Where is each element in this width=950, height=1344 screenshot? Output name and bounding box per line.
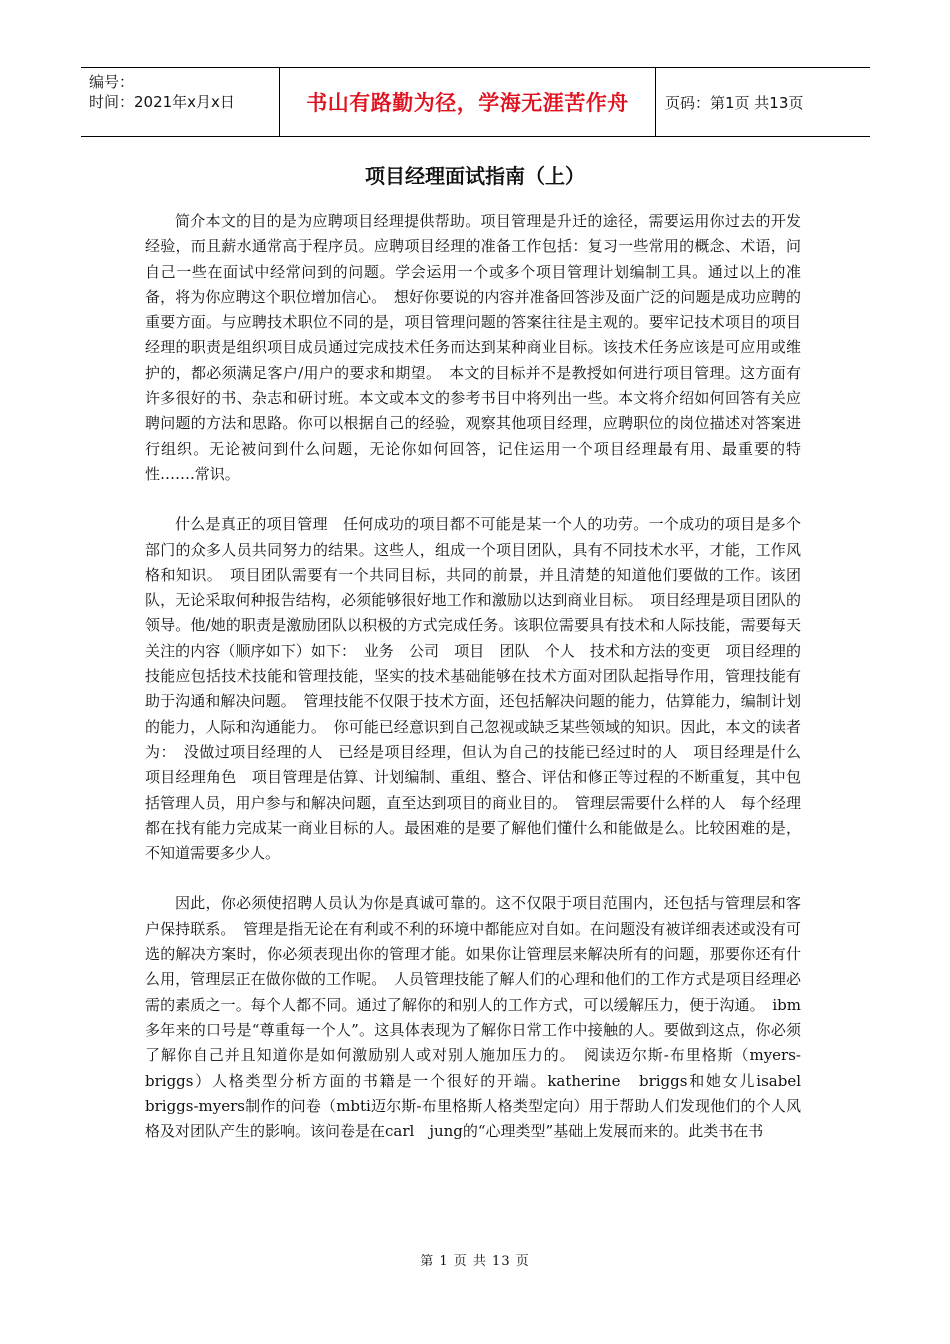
header-page-info: 页码：第1页 共13页 [665, 93, 804, 112]
document-title: 项目经理面试指南（上） [365, 164, 585, 188]
number-label: 编号： [89, 73, 135, 91]
header-meta [81, 68, 280, 136]
page-footer: 第 1 页 共 13 页 [420, 1254, 530, 1269]
page-header [81, 67, 870, 137]
paragraph: 什么是真正的项目管理 任何成功的项目都不可能是某一个人的功劳。一个成功的项目是多个部门的众多人员共同努力的结果。这些人，组成一个项目团队，具有不同技术水平，才能，工作风格和知识。 项目团队需要有一个共同目标，共同的前景，并且清楚的知道他们要做的工作。该团队，无论采取何种报告结构，必须能够很好地工作和激励以达到商业目标。 项目经理是项目团队的领导。他/她的职责是激励团队以积极的方式完成任务。该职位需要具有技术和人际技能，需要每天关注的内容（顺序如下）如下： 业务 公司 项目 团队 个人 技术和方法的变更 项目经理的技能应包括技术技能和管理技能，坚实的技术基础能够在技术方面对团队起指导作用，管理技能有助于沟通和解决问题。 管理技能不仅限于技术方面，还包括解决问题的能力，估算能力，编制计划的能力，人际和沟通能力。 你可能已经意识到自己忽视或缺乏某些领域的知识。因此，本文的读者为： 没做过项目经理的人 已经是项目经理，但认为自己的技能已经过时的人 项目经理是什么 项目经理角色 项目管理是估算、计划编制、重组、整合、评估和修正等过程的不断重复，其中包括管理人员，用户参与和解决问题，直至达到项目的商业目的。 管理层需要什么样的人 每个经理都在找有能力完成某一商业目标的人。最困难的是要了解他们懂什么和能做是么。比较困难的是，不知道需要多少人。 [145, 515, 817, 863]
paragraph: 因此，你必须使招聘人员认为你是真诚可靠的。这不仅限于项目范围内，还包括与管理层和客户保持联系。 管理是指无论在有利或不利的环境中都能应对自如。在问题没有被详细表述或没有可选的解决方案时，你必须表现出你的管理才能。如果你让管理层来解决所有的问题，那要你还有什么用，管理层正在做你做的工作呢。 人员管理技能了解人们的心理和他们的工作方式是项目经理必需的素质之一。每个人都不同。通过了解你的和别人的工作方式，可以缓解压力，便于沟通。 ibm多年来的口号是“尊重每一个人”。这具体表现为了解你日常工作中接触的人。要做到这点，你必须了解你自己并且知道你是如何激励别人或对别人施加压力的。 阅读迈尔斯-布里格斯（myers-briggs）人格类型分析方面的书籍是一个很好的开端。katherine briggs和她女儿isabel briggs-myers制作的问卷（mbti迈尔斯-布里格斯人格类型定向）用于帮助人们发现他们的个人风格及对团队产生的影响。该问卷是在carl jung的“心理类型”基础上发展而来的。此类书在书 [145, 894, 817, 1141]
header-motto: 书山有路勤为径，学海无涯苦作舟 [280, 68, 656, 136]
date-label: 时间：2021年x月x日 [89, 93, 235, 111]
paragraph: 简介本文的目的是为应聘项目经理提供帮助。项目管理是升迁的途径，需要运用你过去的开发经验，而且薪水通常高于程序员。应聘项目经理的准备工作包括：复习一些常用的概念、术语，问自己一些在面试中经常问到的问题。学会运用一个或多个项目管理计划编制工具。通过以上的准备，将为你应聘这个职位增加信心。 想好你要说的内容并准备回答涉及面广泛的问题是成功应聘的重要方面。与应聘技术职位不同的是，项目管理问题的答案往往是主观的。要牢记技术项目的项目经理的职责是组织项目成员通过完成技术任务而达到某种商业目标。该技术任务应该是可应用或维护的，都必须满足客户/用户的要求和期望。 本文的目标并不是教授如何进行项目管理。这方面有许多很好的书、杂志和研讨班。本文或本文的参考书目中将列出一些。本文将介绍如何回答有关应聘问题的方法和思路。你可以根据自己的经验，观察其他项目经理，应聘职位的岗位描述对答案进行组织。无论被问到什么问题，无论你如何回答，记住运用一个项目经理最有用、最重要的特性…….常识。 [145, 212, 801, 483]
document-body [145, 209, 817, 1144]
